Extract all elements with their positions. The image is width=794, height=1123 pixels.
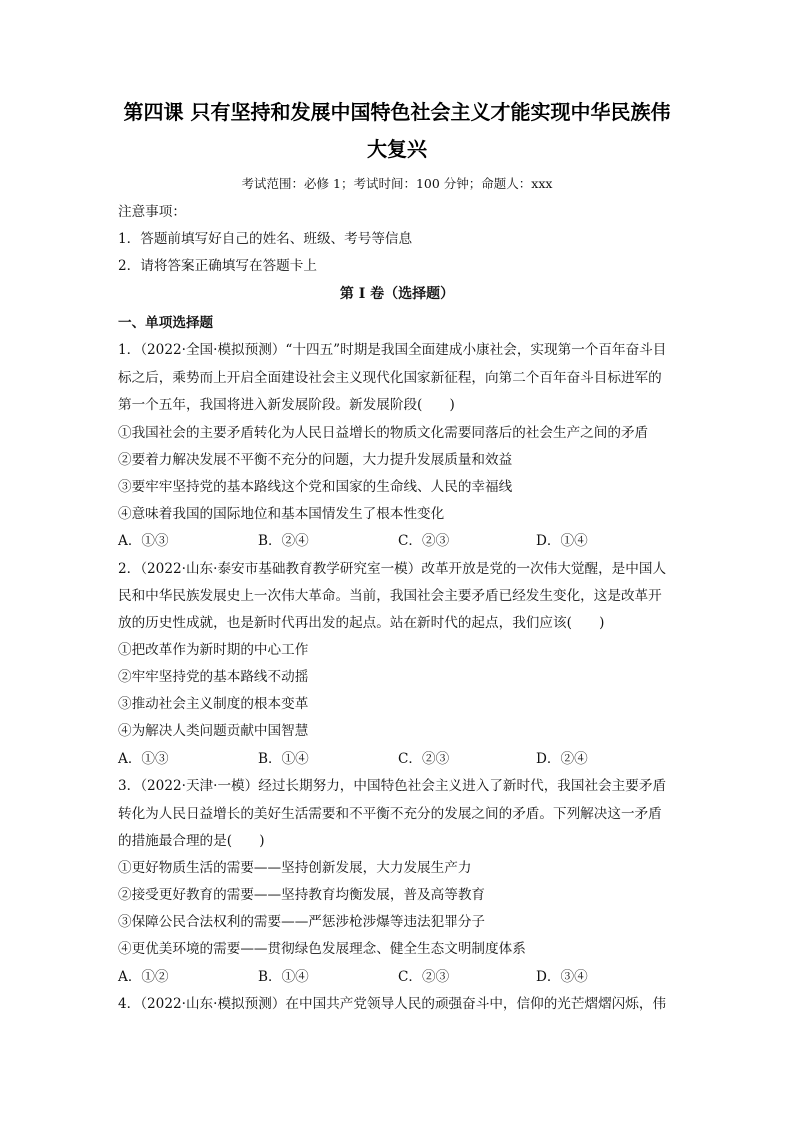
question-2-item-2: ②牢牢坚持党的基本路线不动摇 — [118, 669, 309, 685]
question-2-options — [118, 750, 678, 768]
section-title: 第 I 卷（选择题） — [339, 286, 455, 302]
question-1-item-1: ①我国社会的主要矛盾转化为人民日益增长的物质文化需要同落后的社会生产之间的矛盾 — [118, 425, 649, 441]
question-2-line-2: 民和中华民族发展史上一次伟大革命。当前，我国社会主要矛盾已经发生变化，这是改革开 — [118, 588, 662, 604]
option-b[interactable]: B．①④ — [258, 969, 309, 985]
option-c[interactable]: C．②③ — [398, 533, 450, 549]
option-b[interactable]: B．②④ — [258, 533, 309, 549]
exam-meta: 考试范围：必修 1；考试时间：100 分钟；命题人：xxx — [241, 176, 553, 191]
option-c[interactable]: C．②③ — [398, 969, 450, 985]
question-3-item-2: ②接受更好教育的需要——坚持教育均衡发展，普及高等教育 — [118, 887, 486, 903]
option-a[interactable]: A．①② — [118, 969, 169, 985]
option-d[interactable]: D．②④ — [536, 751, 588, 767]
question-2-item-3: ③推动社会主义制度的根本变革 — [118, 696, 309, 712]
question-2-item-4: ④为解决人类问题贡献中国智慧 — [118, 723, 309, 739]
note-1: 1．答题前填写好自己的姓名、班级、考号等信息 — [118, 231, 413, 247]
question-3-line-3: 的措施最合理的是( ) — [118, 833, 265, 849]
question-3-item-3: ③保障公民合法权利的需要——严惩涉枪涉爆等违法犯罪分子 — [118, 914, 486, 930]
option-a[interactable]: A．①③ — [118, 751, 169, 767]
question-3-line-1: 3．（2022·天津·一模）经过长期努力，中国特色社会主义进入了新时代，我国社会主要矛盾 — [118, 778, 667, 794]
page-title-line2: 大复兴 — [367, 137, 427, 161]
question-3-line-2: 转化为人民日益增长的美好生活需要和不平衡不充分的发展之间的矛盾。下列解决这一矛盾 — [118, 806, 662, 822]
question-1-line-2: 标之后，乘势而上开启全面建设社会主义现代化国家新征程，向第二个百年奋斗目标进军的 — [118, 370, 662, 386]
page-title-line1: 第四课 只有坚持和发展中国特色社会主义才能实现中华民族伟 — [123, 100, 671, 124]
question-3-item-4: ④更优美环境的需要——贯彻绿色发展理念、健全生态文明制度体系 — [118, 941, 526, 957]
question-1-options — [118, 532, 678, 550]
option-d[interactable]: D．①④ — [536, 533, 588, 549]
question-1-item-4: ④意味着我国的国际地位和基本国情发生了根本性变化 — [118, 506, 445, 522]
question-1-line-1: 1．（2022·全国·模拟预测）“十四五”时期是我国全面建成小康社会，实现第一个百年奋斗目 — [118, 342, 667, 358]
option-c[interactable]: C．②③ — [398, 751, 450, 767]
note-2: 2．请将答案正确填写在答题卡上 — [118, 258, 317, 274]
notes-label: 注意事项： — [118, 204, 186, 220]
question-1-item-3: ③要牢牢坚持党的基本路线这个党和国家的生命线、人民的幸福线 — [118, 479, 513, 495]
question-4-line-1: 4．（2022·山东·模拟预测）在中国共产党领导人民的顽强奋斗中，信仰的光芒熠熠闪烁，伟 — [118, 996, 667, 1012]
question-2-item-1: ①把改革作为新时期的中心工作 — [118, 642, 309, 658]
option-a[interactable]: A．①③ — [118, 533, 169, 549]
question-3-options — [118, 968, 678, 986]
question-1-line-3: 第一个五年，我国将进入新发展阶段。新发展阶段( ) — [118, 397, 455, 413]
question-3-item-1: ①更好物质生活的需要——坚持创新发展，大力发展生产力 — [118, 860, 472, 876]
question-2-line-1: 2．（2022·山东·泰安市基础教育教学研究室一模）改革开放是党的一次伟大觉醒，是中国人 — [118, 561, 667, 577]
question-1-item-2: ②要着力解决发展不平衡不充分的问题，大力提升发展质量和效益 — [118, 452, 513, 468]
option-d[interactable]: D．③④ — [536, 969, 588, 985]
question-2-line-3: 放的历史性成就，也是新时代再出发的起点。站在新时代的起点，我们应该( ) — [118, 615, 605, 631]
subsection-title: 一、单项选择题 — [118, 315, 214, 331]
option-b[interactable]: B．①④ — [258, 751, 309, 767]
